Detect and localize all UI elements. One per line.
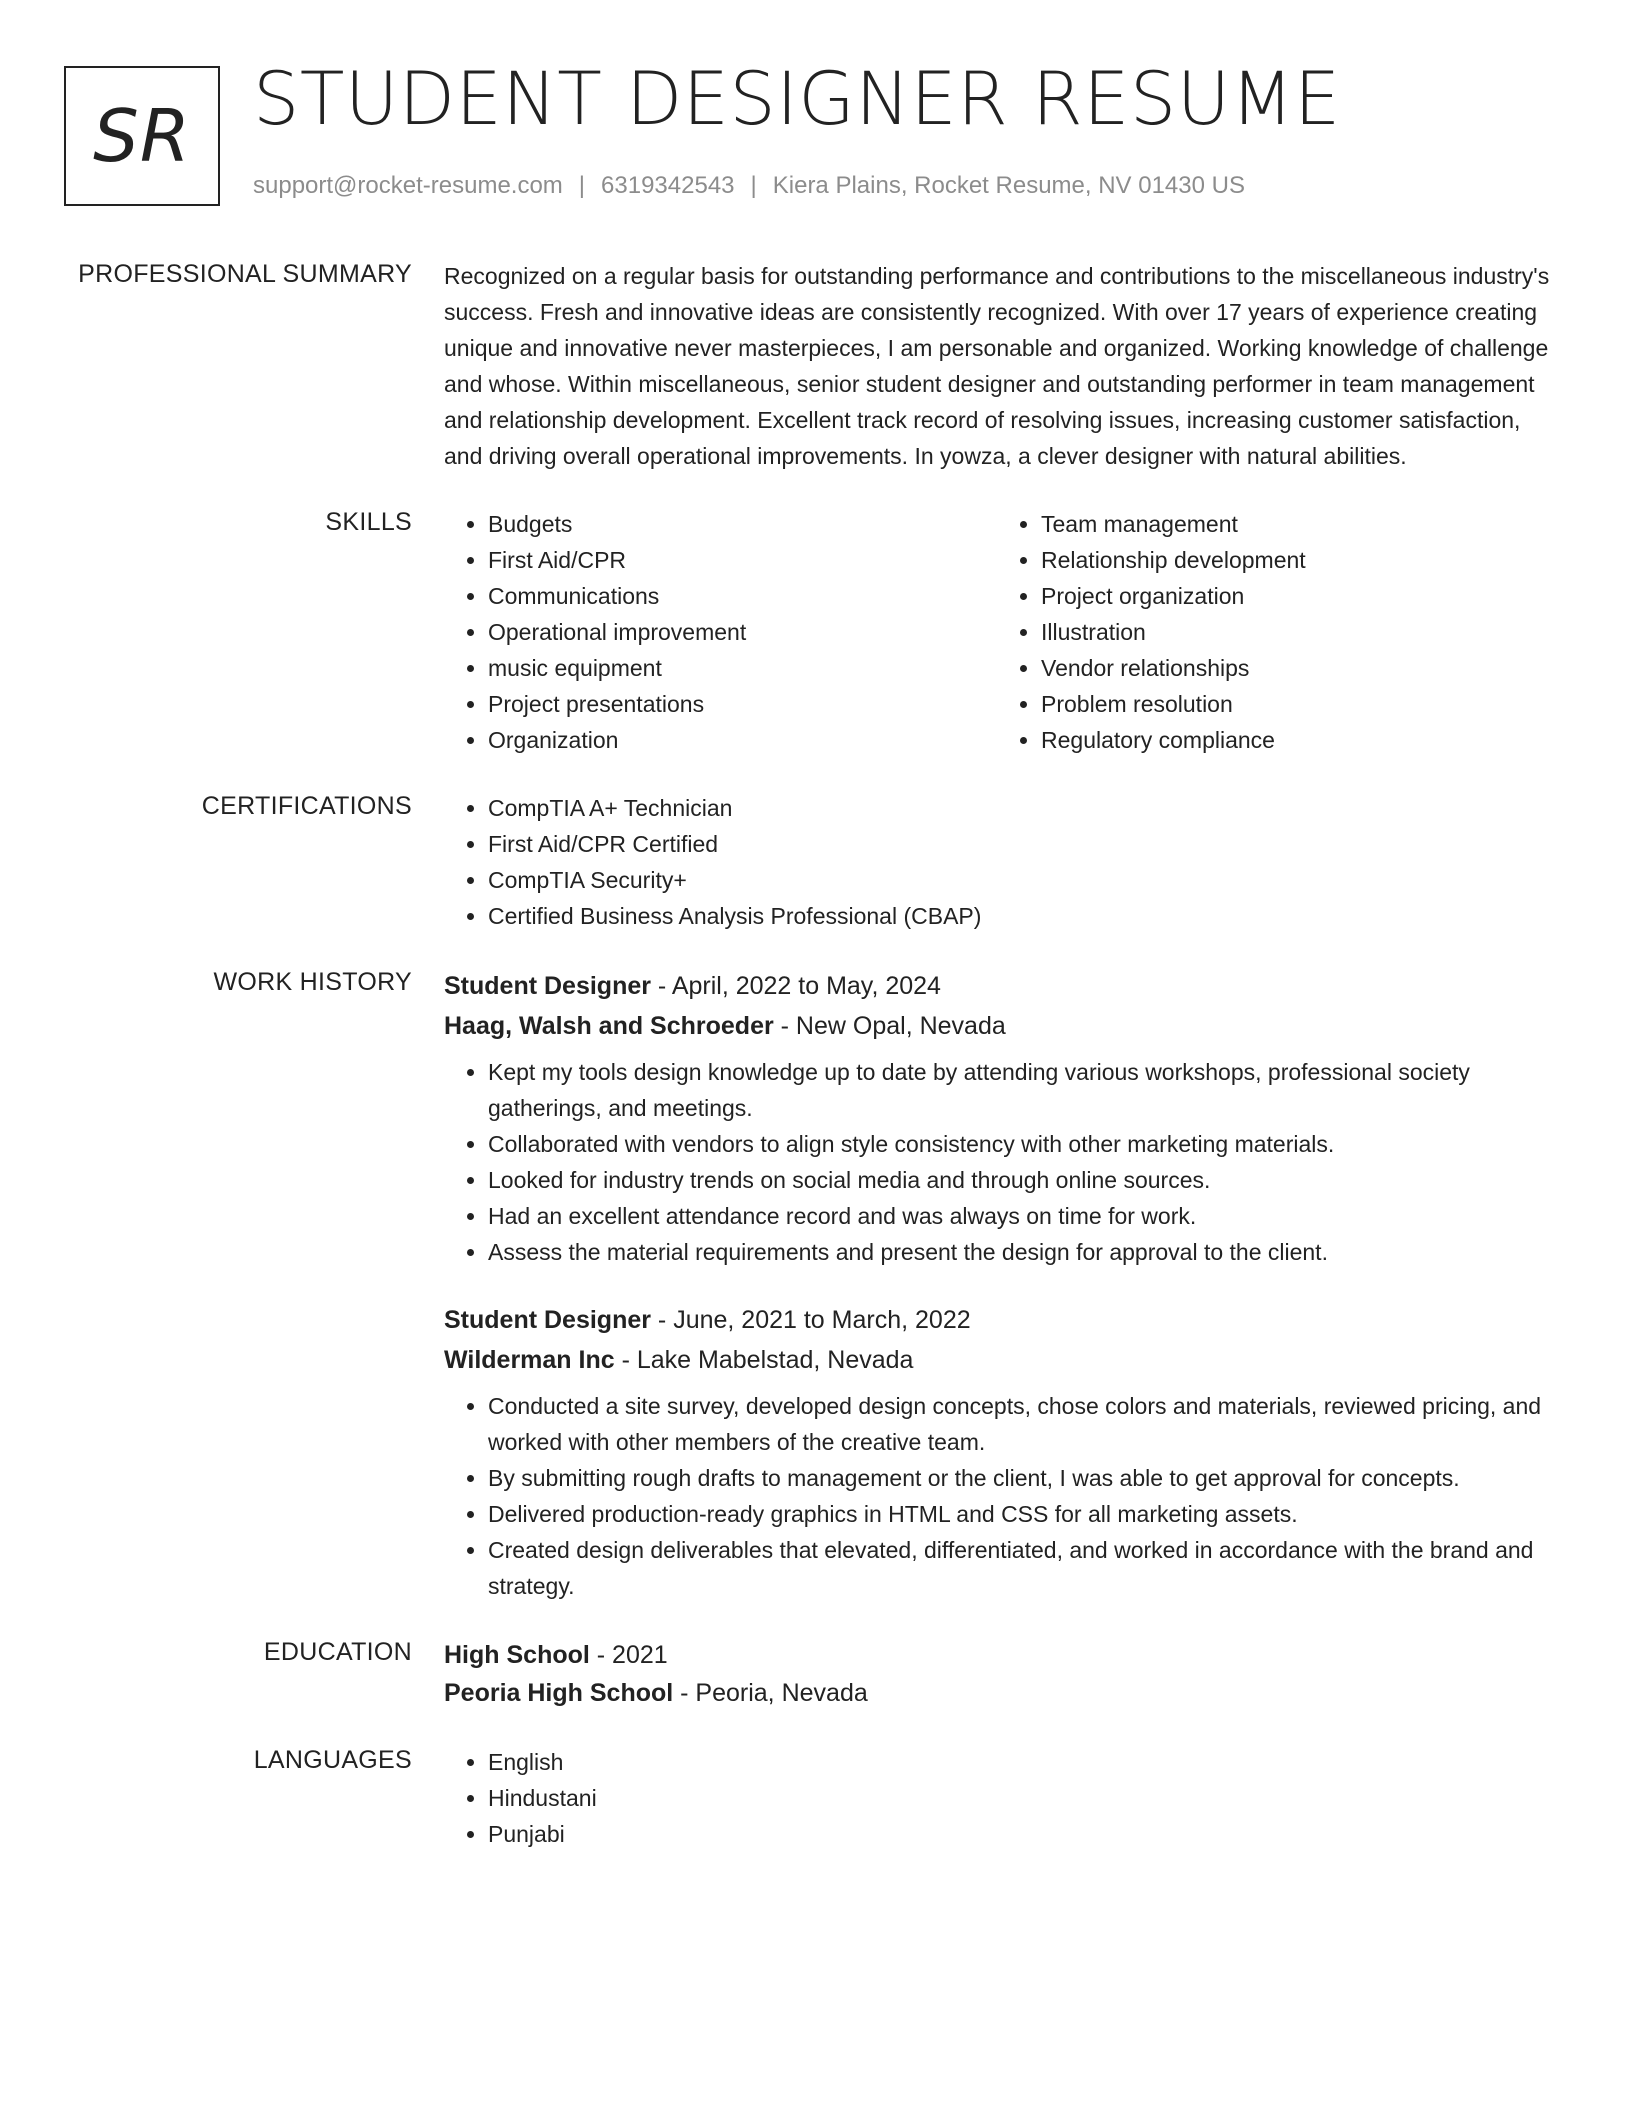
job-location: - New Opal, Nevada (773, 1012, 1006, 1040)
list-item: • Organization (488, 722, 997, 758)
education-school: Peoria High School (444, 1679, 674, 1707)
list-item: • Looked for industry trends on social media and through online sources. (488, 1162, 1550, 1198)
job-role: Student Designer (444, 1306, 651, 1334)
job-company-line (444, 1006, 1550, 1046)
list-item: • Team management (1041, 506, 1550, 542)
certifications-list (444, 790, 1550, 934)
list-item: • Delivered production-ready graphics in HTML and CSS for all marketing assets. (488, 1496, 1550, 1532)
list-item: • Certified Business Analysis Professional (CBAP) (488, 898, 1550, 934)
education-degree-line (444, 1636, 1550, 1674)
education-degree: High School (444, 1641, 590, 1669)
skills-grid (444, 506, 1550, 758)
list-item: • Collaborated with vendors to align style consistency with other marketing materials. (488, 1126, 1550, 1162)
skills-list-right (997, 506, 1550, 758)
job-bullets (444, 1054, 1550, 1270)
section-body (444, 966, 1550, 1604)
job-company-line (444, 1340, 1550, 1380)
job-dates: - June, 2021 to March, 2022 (650, 1306, 971, 1334)
section-body (444, 1744, 1550, 1852)
work-history-section (0, 966, 1632, 1604)
section-label: PROFESSIONAL SUMMARY (78, 260, 412, 288)
section-label: SKILLS (325, 508, 412, 536)
job-location: - Lake Mabelstad, Nevada (614, 1346, 914, 1374)
job-dates: - April, 2022 to May, 2024 (650, 972, 941, 1000)
list-item: • Problem resolution (1041, 686, 1550, 722)
email: support@rocket-resume.com (253, 172, 563, 199)
job-entry (444, 1300, 1550, 1604)
list-item: • Project organization (1041, 578, 1550, 614)
contact-line (253, 172, 1245, 200)
list-item: • CompTIA Security+ (488, 862, 1550, 898)
list-item: • Regulatory compliance (1041, 722, 1550, 758)
separator: | (750, 172, 757, 199)
section-body (444, 790, 1550, 934)
job-company: Wilderman Inc (444, 1346, 615, 1374)
list-item: • Hindustani (488, 1780, 1550, 1816)
list-item: • Budgets (488, 506, 997, 542)
page-title: STUDENT DESIGNER RESUME (253, 57, 1341, 142)
education-section (0, 1636, 1632, 1712)
list-item: • Project presentations (488, 686, 997, 722)
section-label: LANGUAGES (253, 1746, 412, 1774)
certifications-section (0, 790, 1632, 934)
job-company: Haag, Walsh and Schroeder (444, 1012, 774, 1040)
list-item: • Illustration (1041, 614, 1550, 650)
list-item: • Communications (488, 578, 997, 614)
list-item: • Relationship development (1041, 542, 1550, 578)
job-title-line (444, 1300, 1550, 1340)
list-item: • CompTIA A+ Technician (488, 790, 1550, 826)
list-item: • Punjabi (488, 1816, 1550, 1852)
monogram-logo (64, 66, 220, 206)
languages-section (0, 1744, 1632, 1852)
job-bullets (444, 1388, 1550, 1604)
job-role: Student Designer (444, 972, 651, 1000)
initials: SR (93, 94, 191, 178)
list-item: • English (488, 1744, 1550, 1780)
section-body (444, 1636, 1550, 1712)
list-item: • Conducted a site survey, developed design concepts, chose colors and materials, reviewed pricing, and worked with other members of the creative team. (488, 1388, 1550, 1460)
list-item: • Vendor relationships (1041, 650, 1550, 686)
list-item: • First Aid/CPR (488, 542, 997, 578)
job-title-line (444, 966, 1550, 1006)
list-item: • First Aid/CPR Certified (488, 826, 1550, 862)
address: Kiera Plains, Rocket Resume, NV 01430 US (772, 172, 1245, 199)
education-school-line (444, 1674, 1550, 1712)
summary-section (0, 258, 1632, 474)
education-year: - 2021 (589, 1641, 668, 1669)
list-item: • Kept my tools design knowledge up to date by attending various workshops, professional society gatherings, and meetings. (488, 1054, 1550, 1126)
section-label: WORK HISTORY (213, 968, 412, 996)
list-item: • By submitting rough drafts to management or the client, I was able to get approval for concepts. (488, 1460, 1550, 1496)
list-item: • Operational improvement (488, 614, 997, 650)
list-item: • Created design deliverables that elevated, differentiated, and worked in accordance with the brand and strategy. (488, 1532, 1550, 1604)
list-item: • music equipment (488, 650, 997, 686)
section-label: CERTIFICATIONS (201, 792, 412, 820)
languages-list (444, 1744, 1550, 1852)
summary-text: Recognized on a regular basis for outstanding performance and contributions to the miscellaneous industry's success. Fresh and innovative ideas are consistently recognized. With over 17 years of experience creating unique and innovative never masterpieces, I am personable and organized. Working knowledge of challenge and whose. Within miscellaneous, senior student designer and outstanding performer in team management and relationship development. Excellent track record of resolving issues, increasing customer satisfaction, and driving overall operational improvements. In yowza, a clever designer with natural abilities. (444, 263, 1550, 469)
list-item: • Assess the material requirements and present the design for approval to the client. (488, 1234, 1550, 1270)
section-body (444, 258, 1550, 474)
skills-list-left (444, 506, 997, 758)
section-label: EDUCATION (263, 1638, 412, 1666)
skills-section (0, 506, 1632, 758)
separator: | (578, 172, 586, 199)
list-item: • Had an excellent attendance record and was always on time for work. (488, 1198, 1550, 1234)
job-entry (444, 966, 1550, 1270)
phone: 6319342543 (601, 172, 735, 199)
resume-content (0, 258, 1632, 1884)
education-location: - Peoria, Nevada (673, 1679, 868, 1707)
